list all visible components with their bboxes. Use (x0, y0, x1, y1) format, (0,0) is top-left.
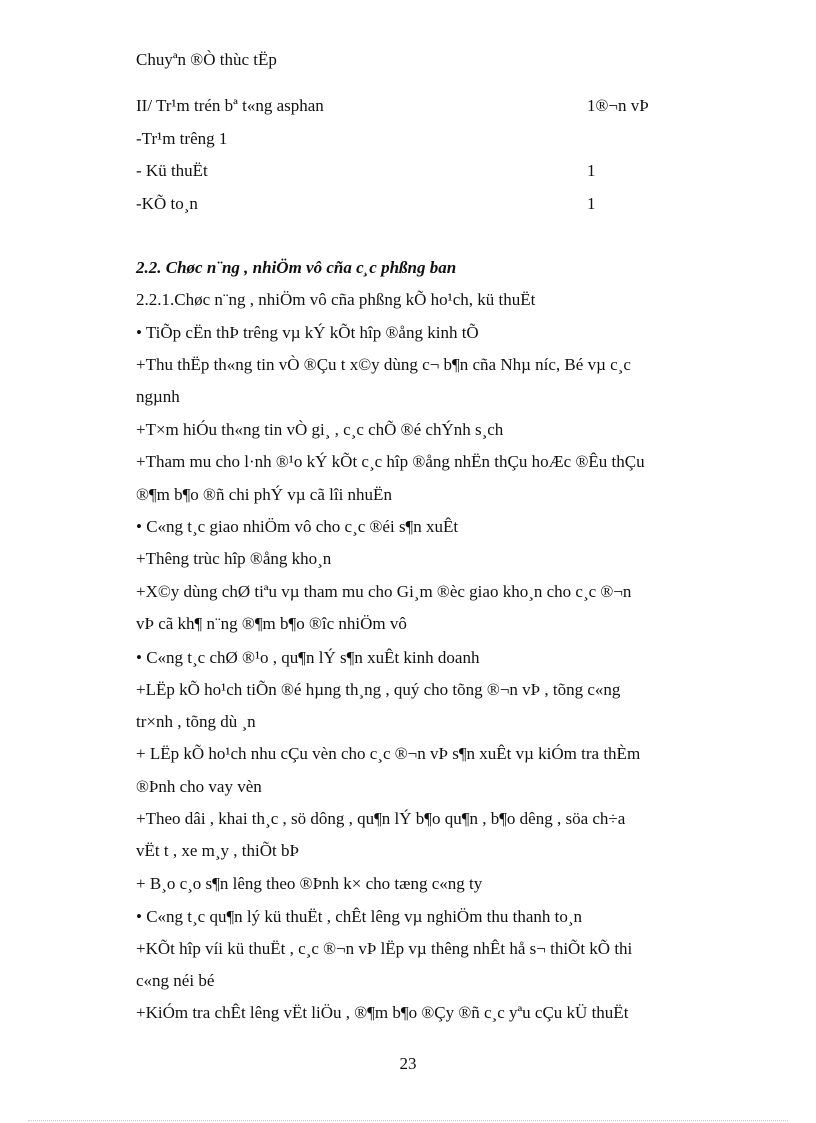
station-line: II/ Tr¹m trén bª t«ng asphan (136, 96, 324, 115)
page-number: 23 (399, 1054, 417, 1073)
body-line: + LËp kÕ ho¹ch nhu cÇu vèn cho c¸c ®¬n vÞ s¶n xuÊt vµ kiÓm tra thÈm (136, 744, 641, 763)
body-line: +LËp kÕ ho¹ch tiÕn ®é hµng th¸ng , quý cho tõng ®¬n vÞ , tõng c«ng (136, 680, 621, 699)
body-line: +Thu thËp th«ng tin vÒ ®Çu t x©y dùng c¬ b¶n cña Nhµ níc, Bé vµ c¸c (136, 355, 631, 374)
body-line: +KÕt hîp víi kü thuËt , c¸c ®¬n vÞ lËp vµ thêng nhÊt hå s¬ thiÕt kÕ thi (136, 939, 633, 958)
body-line: ®Þnh cho vay vèn (136, 777, 262, 796)
accountant-count: 1 (587, 194, 596, 213)
body-line: ®¶m b¶o ®ñ chi phÝ vµ cã lîi nhuËn (136, 485, 392, 504)
body-line: • C«ng t¸c qu¶n lý kü thuËt , chÊt lêng vµ nghiÖm thu thanh to¸n (136, 907, 583, 926)
body-line: +KiÓm tra chÊt lêng vËt liÖu , ®¶m b¶o ®Çy ®ñ c¸c yªu cÇu kÜ thuËt (136, 1003, 629, 1022)
section-heading: 2.2. Chøc n¨ng , nhiÖm vô cña c¸c phßng ban (136, 258, 457, 277)
body-line: vÞ cã kh¶ n¨ng ®¶m b¶o ®îc nhiÖm vô (136, 614, 407, 633)
body-line: +Tham mu cho l·nh ®¹o kÝ kÕt c¸c hîp ®ång nhËn thÇu hoÆc ®Êu thÇu (136, 452, 645, 471)
subsection-heading: 2.2.1.Chøc n¨ng , nhiÖm vô cña phßng kÕ ho¹ch, kü thuËt (136, 290, 536, 309)
technical-line: - Kü thuËt (136, 161, 208, 180)
body-line: tr×nh , tõng dù ¸n (136, 712, 256, 731)
accountant-line: -KÕ to¸n (136, 194, 198, 213)
station-head-line: -Tr¹m trêng 1 (136, 129, 228, 148)
intro-line: Chuyªn ®Ò thùc tËp (136, 50, 277, 69)
page-bottom-rule (28, 1120, 788, 1121)
body-line: c«ng néi bé (136, 971, 215, 990)
body-line: +X©y dùng chØ tiªu vµ tham mu cho Gi¸m ®èc giao kho¸n cho c¸c ®¬n (136, 582, 632, 601)
body-line: • C«ng t¸c chØ ®¹o , qu¶n lÝ s¶n xuÊt kinh doanh (136, 648, 480, 667)
body-line: ngµnh (136, 387, 180, 406)
body-line: + B¸o c¸o s¶n lêng theo ®Þnh k× cho tæng c«ng ty (136, 874, 483, 893)
body-line: • C«ng t¸c giao nhiÖm vô cho c¸c ®éi s¶n xuÊt (136, 517, 459, 536)
body-line: vËt t , xe m¸y , thiÕt bÞ (136, 841, 299, 860)
body-line: +T×m hiÓu th«ng tin vÒ gi¸ , c¸c chÕ ®é chÝnh s¸ch (136, 420, 504, 439)
technical-count: 1 (587, 161, 596, 180)
body-line: +Thêng trùc hîp ®ång kho¸n (136, 549, 332, 568)
body-line: • TiÕp cËn thÞ trêng vµ kÝ kÕt hîp ®ång kinh tÕ (136, 323, 479, 342)
station-unit: 1®¬n vÞ (587, 96, 649, 115)
body-line: +Theo dâi , khai th¸c , sö dông , qu¶n lÝ b¶o qu¶n , b¶o dêng , söa ch÷a (136, 809, 626, 828)
